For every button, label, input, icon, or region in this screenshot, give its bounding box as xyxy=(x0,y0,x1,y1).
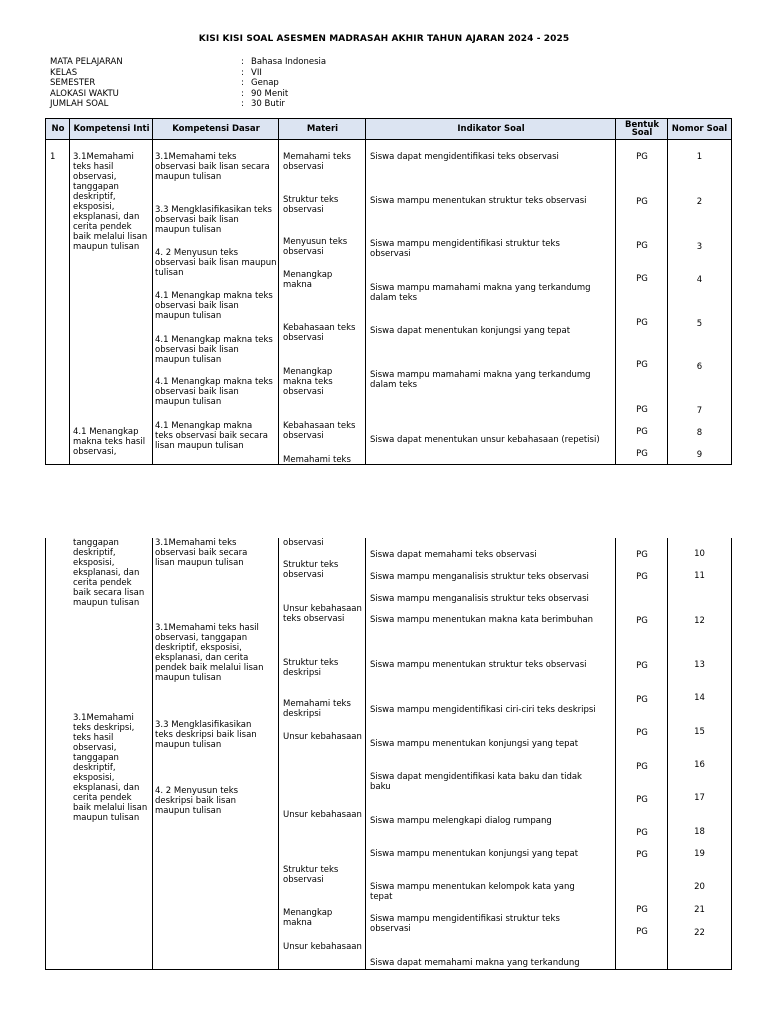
bentuk-cell: PG xyxy=(636,241,648,251)
indikator-cell: Siswa mampu menentukan konjungsi yang tepat xyxy=(370,739,579,749)
kisi-kisi-table-page-2 xyxy=(45,538,732,970)
ki-cell: 3.1Memahami teks hasil observasi, tanggapan deskriptif, eksposisi, eksplanasi, dan cerita pendek baik melalui lisan maupun tulisan xyxy=(73,152,148,252)
materi-cell: Kebahasaan teks observasi xyxy=(283,421,356,441)
column-divider xyxy=(152,119,153,464)
indikator-cell: Siswa mampu menganalisis struktur teks observasi xyxy=(370,572,589,582)
bentuk-cell: PG xyxy=(636,427,648,437)
indikator-cell: Siswa mampu menentukan struktur teks observasi xyxy=(370,660,587,670)
materi-cell: Unsur kebahasaan xyxy=(283,942,362,952)
indikator-cell: Siswa dapat memahami makna yang terkandung xyxy=(370,958,580,968)
bentuk-cell: PG xyxy=(636,572,648,582)
materi-cell: Menangkap makna teks observasi xyxy=(283,367,333,397)
materi-cell: Struktur teks observasi xyxy=(283,865,339,885)
materi-cell: Struktur teks deskripsi xyxy=(283,658,339,678)
column-divider xyxy=(365,538,366,969)
materi-cell: Unsur kebahasaan xyxy=(283,810,362,820)
kd-cell: 3.1Memahami teks observasi baik secara lisan maupun tulisan xyxy=(155,538,248,568)
indikator-cell: Siswa dapat menentukan konjungsi yang tepat xyxy=(370,326,571,336)
nomor-cell: 4 xyxy=(696,275,703,285)
meta-colon: : xyxy=(241,78,244,88)
nomor-cell: 3 xyxy=(696,242,703,252)
indikator-cell: Siswa dapat mengidentifikasi teks observasi xyxy=(370,152,559,162)
nomor-cell: 15 xyxy=(694,727,705,737)
indikator-cell: Siswa mampu melengkapi dialog rumpang xyxy=(370,816,552,826)
meta-colon: : xyxy=(241,88,244,99)
materi-cell: Struktur teks observasi xyxy=(283,195,339,215)
bentuk-cell: PG xyxy=(636,762,648,772)
meta-label: MATA PELAJARAN xyxy=(50,57,123,67)
bentuk-cell: PG xyxy=(636,927,648,937)
header-bentuk-soal: Bentuk Soal xyxy=(624,119,660,138)
nomor-cell: 9 xyxy=(696,450,703,460)
materi-cell: Memahami teks deskripsi xyxy=(283,699,351,719)
header-nomor-soal: Nomor Soal xyxy=(671,123,728,134)
materi-cell: observasi xyxy=(283,538,324,548)
indikator-cell: Siswa mampu mengidentifikasi ciri-ciri teks deskripsi xyxy=(370,705,596,715)
nomor-cell: 22 xyxy=(694,928,705,938)
kd-cell: 4.1 Menangkap makna teks observasi baik lisan maupun tulisan xyxy=(155,335,273,365)
kd-cell: 4. 2 Menyusun teks observasi baik lisan maupun tulisan xyxy=(155,248,277,278)
meta-label: SEMESTER xyxy=(50,78,96,88)
bentuk-cell: PG xyxy=(636,274,648,284)
kisi-kisi-table-page-1 xyxy=(45,118,732,465)
nomor-cell: 7 xyxy=(696,406,703,416)
meta-colon: : xyxy=(241,99,244,109)
bentuk-cell: PG xyxy=(636,449,648,459)
kd-cell: 3.3 Mengklasifikasikan teks deskripsi baik lisan maupun tulisan xyxy=(155,720,257,750)
materi-cell: Menyusun teks observasi xyxy=(283,237,348,257)
bentuk-cell: PG xyxy=(636,318,648,328)
bentuk-cell: PG xyxy=(636,360,648,370)
kd-cell: 4.1 Menangkap makna teks observasi baik secara lisan maupun tulisan xyxy=(155,421,268,451)
bentuk-cell: PG xyxy=(636,197,648,207)
bentuk-cell: PG xyxy=(636,695,648,705)
indikator-cell: Siswa mampu mamahami makna yang terkandumg dalam teks xyxy=(370,370,591,390)
meta-value: 30 Butir xyxy=(251,99,285,109)
indikator-cell: Siswa mampu menganalisis struktur teks observasi xyxy=(370,594,589,604)
materi-cell: Menangkap makna xyxy=(283,270,333,290)
nomor-cell: 2 xyxy=(696,197,703,207)
meta-label: KELAS xyxy=(50,67,78,78)
materi-cell: Unsur kebahasaan teks observasi xyxy=(283,604,362,624)
kd-cell: 4.1 Menangkap makna teks observasi baik lisan maupun tulisan xyxy=(155,291,273,321)
column-divider xyxy=(278,119,279,464)
meta-colon: : xyxy=(241,57,244,67)
indikator-cell: Siswa mampu menentukan struktur teks observasi xyxy=(370,196,587,206)
header-indikator-soal: Indikator Soal xyxy=(457,123,525,134)
materi-cell: Memahami teks xyxy=(283,455,351,465)
nomor-cell: 6 xyxy=(696,362,703,372)
bentuk-cell: PG xyxy=(636,850,648,860)
indikator-cell: Siswa dapat menentukan unsur kebahasaan (repetisi) xyxy=(370,435,600,445)
meta-label: ALOKASI WAKTU xyxy=(50,88,119,99)
nomor-cell: 5 xyxy=(696,319,703,329)
bentuk-cell: PG xyxy=(636,661,648,671)
bentuk-cell: PG xyxy=(636,828,648,838)
header-no: No xyxy=(51,123,65,134)
materi-cell: Menangkap makna xyxy=(283,908,333,928)
column-divider xyxy=(278,538,279,969)
row-number: 1 xyxy=(50,152,56,162)
column-divider xyxy=(152,538,153,969)
nomor-cell: 16 xyxy=(694,760,705,770)
column-divider xyxy=(69,119,70,464)
meta-value: Genap xyxy=(251,78,279,88)
nomor-cell: 11 xyxy=(694,571,705,581)
ki-cell: 3.1Memahami teks deskripsi, teks hasil observasi, tanggapan deskriptif, eksposisi, eksplanasi, dan cerita pendek baik melalui lisan maupun tulisan xyxy=(73,713,148,823)
bentuk-cell: PG xyxy=(636,905,648,915)
kd-cell: 4.1 Menangkap makna teks observasi baik lisan maupun tulisan xyxy=(155,377,273,407)
ki-cell: 4.1 Menangkap makna teks hasil observasi, xyxy=(73,427,146,457)
meta-value: 90 Menit xyxy=(251,88,289,99)
nomor-cell: 18 xyxy=(694,827,705,837)
nomor-cell: 13 xyxy=(694,660,705,670)
bentuk-cell: PG xyxy=(636,405,648,415)
kd-cell: 4. 2 Menyusun teks deskripsi baik lisan maupun tulisan xyxy=(155,786,239,816)
nomor-cell: 20 xyxy=(694,882,705,892)
nomor-cell: 17 xyxy=(694,793,705,803)
nomor-cell: 14 xyxy=(694,693,705,703)
nomor-cell: 12 xyxy=(694,616,705,626)
materi-cell: Kebahasaan teks observasi xyxy=(283,323,356,343)
materi-cell: Unsur kebahasaan xyxy=(283,732,362,742)
bentuk-cell: PG xyxy=(636,152,648,162)
kd-cell: 3.1Memahami teks observasi baik lisan secara maupun tulisan xyxy=(155,152,270,182)
nomor-cell: 19 xyxy=(694,849,705,859)
indikator-cell: Siswa mampu menentukan kelompok kata yang tepat xyxy=(370,882,575,902)
meta-value: Bahasa Indonesia xyxy=(251,57,327,67)
indikator-cell: Siswa mampu menentukan konjungsi yang tepat xyxy=(370,849,579,859)
nomor-cell: 21 xyxy=(694,905,705,915)
nomor-cell: 8 xyxy=(696,428,703,438)
document-title: KISI KISI SOAL ASESMEN MADRASAH AKHIR TAHUN AJARAN 2024 - 2025 xyxy=(198,34,570,44)
nomor-cell: 10 xyxy=(694,549,705,559)
table-header-row xyxy=(46,119,731,140)
materi-cell: Struktur teks observasi xyxy=(283,560,339,580)
kd-cell: 3.3 Mengklasifikasikan teks observasi baik lisan maupun tulisan xyxy=(155,205,272,235)
meta-value: VII xyxy=(251,67,262,78)
bentuk-cell: PG xyxy=(636,550,648,560)
column-divider xyxy=(365,119,366,464)
header-kompetensi-inti: Kompetensi Inti xyxy=(73,123,150,134)
indikator-cell: Siswa mampu menentukan makna kata berimbuhan xyxy=(370,615,594,625)
indikator-cell: Siswa mampu mamahami makna yang terkandumg dalam teks xyxy=(370,283,591,303)
ki-cell: tanggapan deskriptif, eksposisi, eksplanasi, dan cerita pendek baik secara lisan maupun tulisan xyxy=(73,538,145,608)
header-materi: Materi xyxy=(306,123,339,134)
indikator-cell: Siswa dapat mengidentifikasi kata baku dan tidak baku xyxy=(370,772,582,792)
materi-cell: Memahami teks observasi xyxy=(283,152,351,172)
kd-cell: 3.1Memahami teks hasil observasi, tanggapan deskriptif, eksposisi, eksplanasi, dan cerita pendek baik melalui lisan maupun tulisan xyxy=(155,623,264,683)
header-kompetensi-dasar: Kompetensi Dasar xyxy=(172,123,260,134)
bentuk-cell: PG xyxy=(636,728,648,738)
indikator-cell: Siswa mampu mengidentifikasi struktur teks observasi xyxy=(370,914,560,934)
meta-colon: : xyxy=(241,67,244,78)
nomor-cell: 1 xyxy=(696,152,703,162)
bentuk-cell: PG xyxy=(636,616,648,626)
indikator-cell: Siswa mampu mengidentifikasi struktur teks observasi xyxy=(370,239,560,259)
indikator-cell: Siswa dapat memahami teks observasi xyxy=(370,550,537,560)
meta-label: JUMLAH SOAL xyxy=(50,99,109,109)
bentuk-cell: PG xyxy=(636,795,648,805)
